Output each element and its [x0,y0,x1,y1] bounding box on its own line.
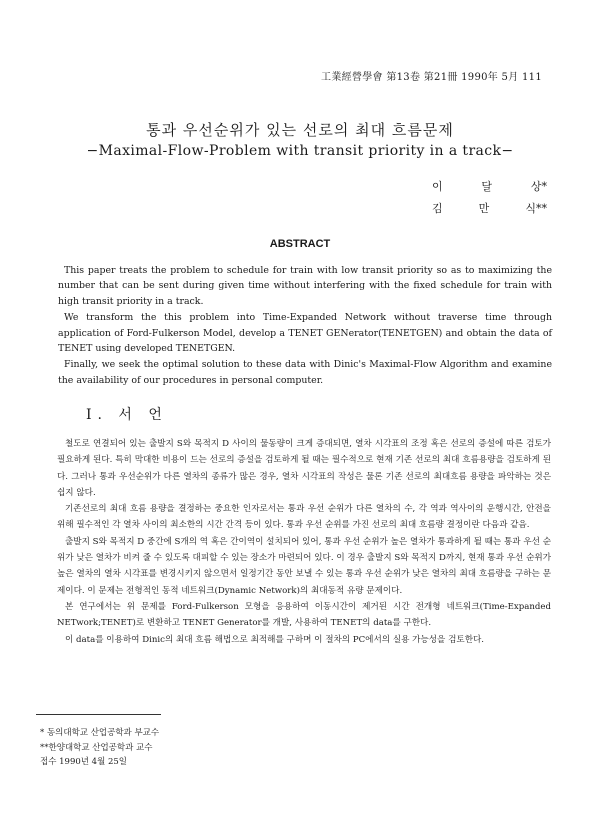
abstract-heading: ABSTRACT [269,238,331,250]
paper-title-english: −Maximal-Flow-Problem with transit priority in a track− [86,143,514,159]
abstract-paragraph: We transform the this problem into Time-Expanded Network without traverse time through application of Ford-Fulkerson Model, develop a TENET GENerator(TENETGEN) and obtain the data of TENET using developed TENETGEN. [58,312,552,355]
author-2-char-1: 김 [432,202,443,215]
author-2-char-3: 식** [525,202,547,215]
section-heading: Ⅰ. 서 언 [86,407,168,423]
body-paragraph: 철도로 연결되어 있는 출발지 S와 목적지 D 사이의 물동량이 크게 증대되면, 열차 시각표의 조정 혹은 선로의 증설에 따른 검토가 필요하게 된다. 특히 막대한 비용이 드는 선로의 증설을 검토하게 될 때는 필수적으로 현재 기존 선로의 최대 흐름용량을 검토하게 된다. 그러나 통과 우선순위가 다른 열차의 종류가 많은 경우, 열차 시각표의 작성은 물론 기존 선로의 최대흐름 용량을 파악하는 것은 쉽지 않다. [57,439,551,498]
footnote-received-date: 접수 1990년 4월 25일 [40,757,128,767]
body-paragraph: 이 data를 이용하여 Dinic의 최대 흐름 해법으로 최적해를 구하며 이 절차의 PC에서의 실용 가능성을 검토한다. [65,634,485,645]
footnote-affiliation-1: * 동의대학교 산업공학과 부교수 [40,728,160,738]
footnotes [40,726,159,770]
author-1-char-3: 상* [530,180,547,193]
author-2-char-2: 만 [478,202,490,215]
author-1-char-1: 이 [432,180,443,193]
abstract-paragraph: Finally, we seek the optimal solution to these data with Dinic's Maximal-Flow Algorithm and examine the availability of our procedures in personal computer. [58,359,552,386]
section-body [57,436,551,648]
journal-header: 工業經營學會 第13卷 第21冊 1990年 5月 111 [321,72,542,83]
author-list [432,176,572,220]
abstract-paragraph: This paper treats the problem to schedule for train with low transit priority so as to maximizing the number that can be sent during given time without interfering with the fixed schedule for train with high transit priority in a track. [58,265,552,307]
footnote-affiliation-2: **한양대학교 산업공학과 교수 [40,742,153,753]
author-1-char-2: 달 [481,180,493,193]
body-paragraph: 출발지 S와 목적지 D 중간에 S개의 역 혹은 간이역이 설치되어 있어, 통과 우선 순위가 높은 열차가 통과하게 될 때는 통과 우선 순위가 낮은 열차가 비켜 줄 수 있도록 대피할 수 있는 장소가 마련되어 있다. 이 경우 출발지 S와 목적지 D까지, 현재 통과 우선 순위가 높은 열차의 열차 시각표를 변경시키지 않으면서 일정기간 동안 보낼 수 있는 통과 우선 순위가 낮은 열차의 최대 흐름량을 구하는 문제이다. 이 문제는 전형적인 동적 네트워크(Dynamic Network)의 최대동적 유량 문제이다. [57,536,551,596]
paper-title-korean: 통과 우선순위가 있는 선로의 최대 흐름문제 [146,121,454,139]
body-paragraph: 기존선로의 최대 흐름 용량을 결정하는 중요한 인자로서는 통과 우선 순위가 다른 열차의 수, 각 역과 역사이의 운행시간, 안전을 위해 필수적인 각 열차 사이의 최소한의 시간 간격 등이 있다. 통과 우선 순위를 가진 선로의 최대 흐름량 결정이란 다음과 같음. [57,504,551,531]
author-1 [432,176,547,198]
abstract-body [58,263,552,389]
footnote-divider [36,714,161,715]
author-2 [432,198,547,220]
body-paragraph: 본 연구에서는 위 문제를 Ford-Fulkerson 모형을 응용하여 이동시간이 제거된 시간 전개형 네트워크(Time-Expanded NETwork;TENET)로 변환하고 TENET Generator를 개발, 사용하여 TENET의 data를 구한다. [57,601,551,629]
